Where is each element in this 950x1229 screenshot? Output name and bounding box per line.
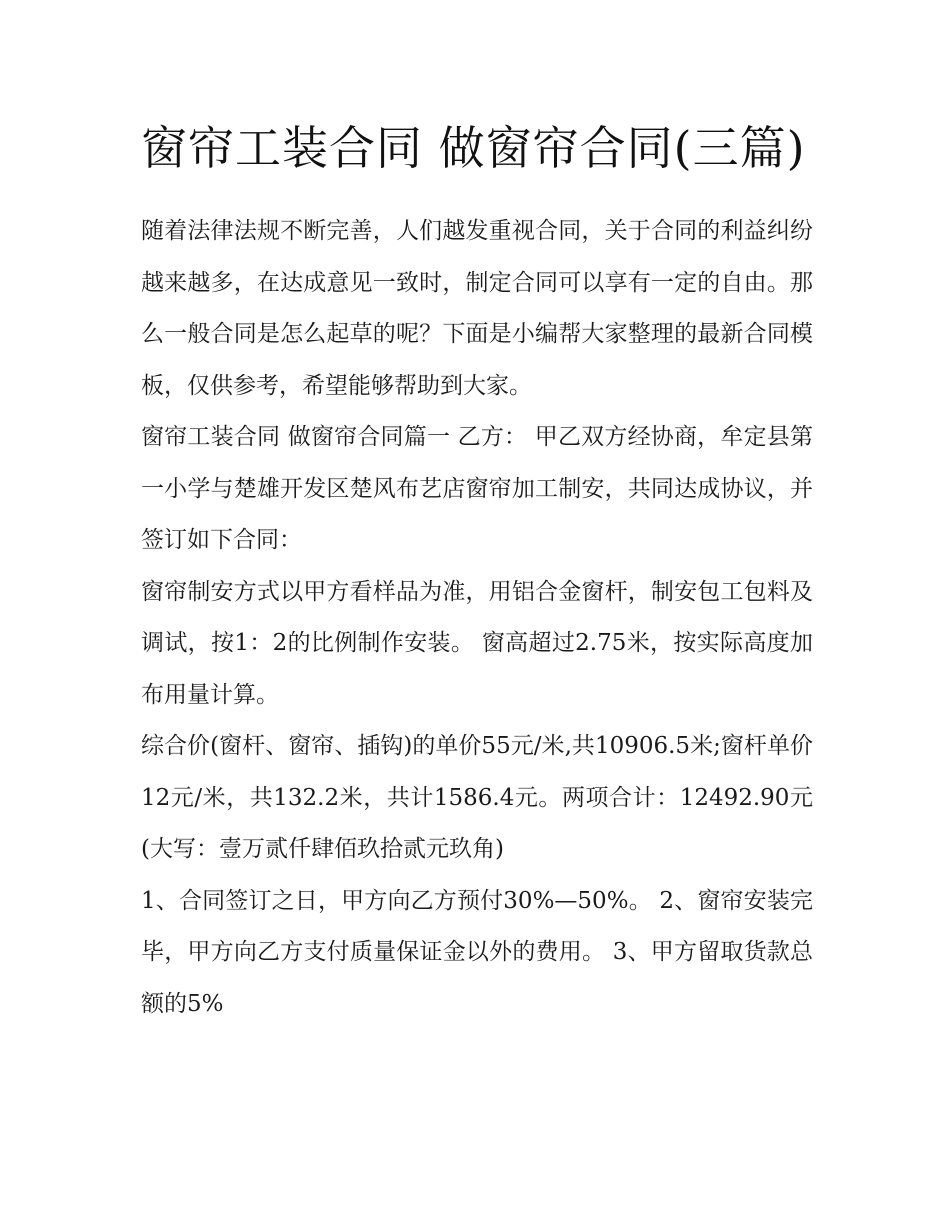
document-page [141, 112, 813, 1030]
paragraph-pricing: 综合价(窗杆、窗帘、插钩)的单价55元/米,共10906.5米;窗杆单价12元/米，共132.2米，共计1586.4元。两项合计：12492.90元(大写：壹万贰仟肆佰玖拾贰元玖角) [141, 733, 813, 862]
paragraph-payment-terms: 1、合同签订之日，甲方向乙方预付30%—50%。 2、窗帘安装完毕，甲方向乙方支付质量保证金以外的费用。 3、甲方留取货款总额的5% [141, 887, 813, 1017]
paragraph-installation-method: 窗帘制安方式以甲方看样品为准，用铝合金窗杆，制安包工包料及调试，按1：2的比例制作安装。 窗高超过2.75米，按实际高度加布用量计算。 [141, 578, 813, 708]
paragraph-intro: 随着法律法规不断完善，人们越发重视合同，关于合同的利益纠纷越来越多，在达成意见一致时，制定合同可以享有一定的自由。那么一般合同是怎么起草的呢？下面是小编帮大家整理的最新合同模板，仅供参考，希望能够帮助到大家。 [141, 218, 813, 399]
document-body [141, 206, 813, 1030]
document-title: 窗帘工装合同 做窗帘合同(三篇) [141, 121, 806, 175]
paragraph-contract-parties: 窗帘工装合同 做窗帘合同篇一 乙方： 甲乙双方经协商，牟定县第一小学与楚雄开发区楚风布艺店窗帘加工制安，共同达成协议，并签订如下合同： [141, 424, 813, 553]
